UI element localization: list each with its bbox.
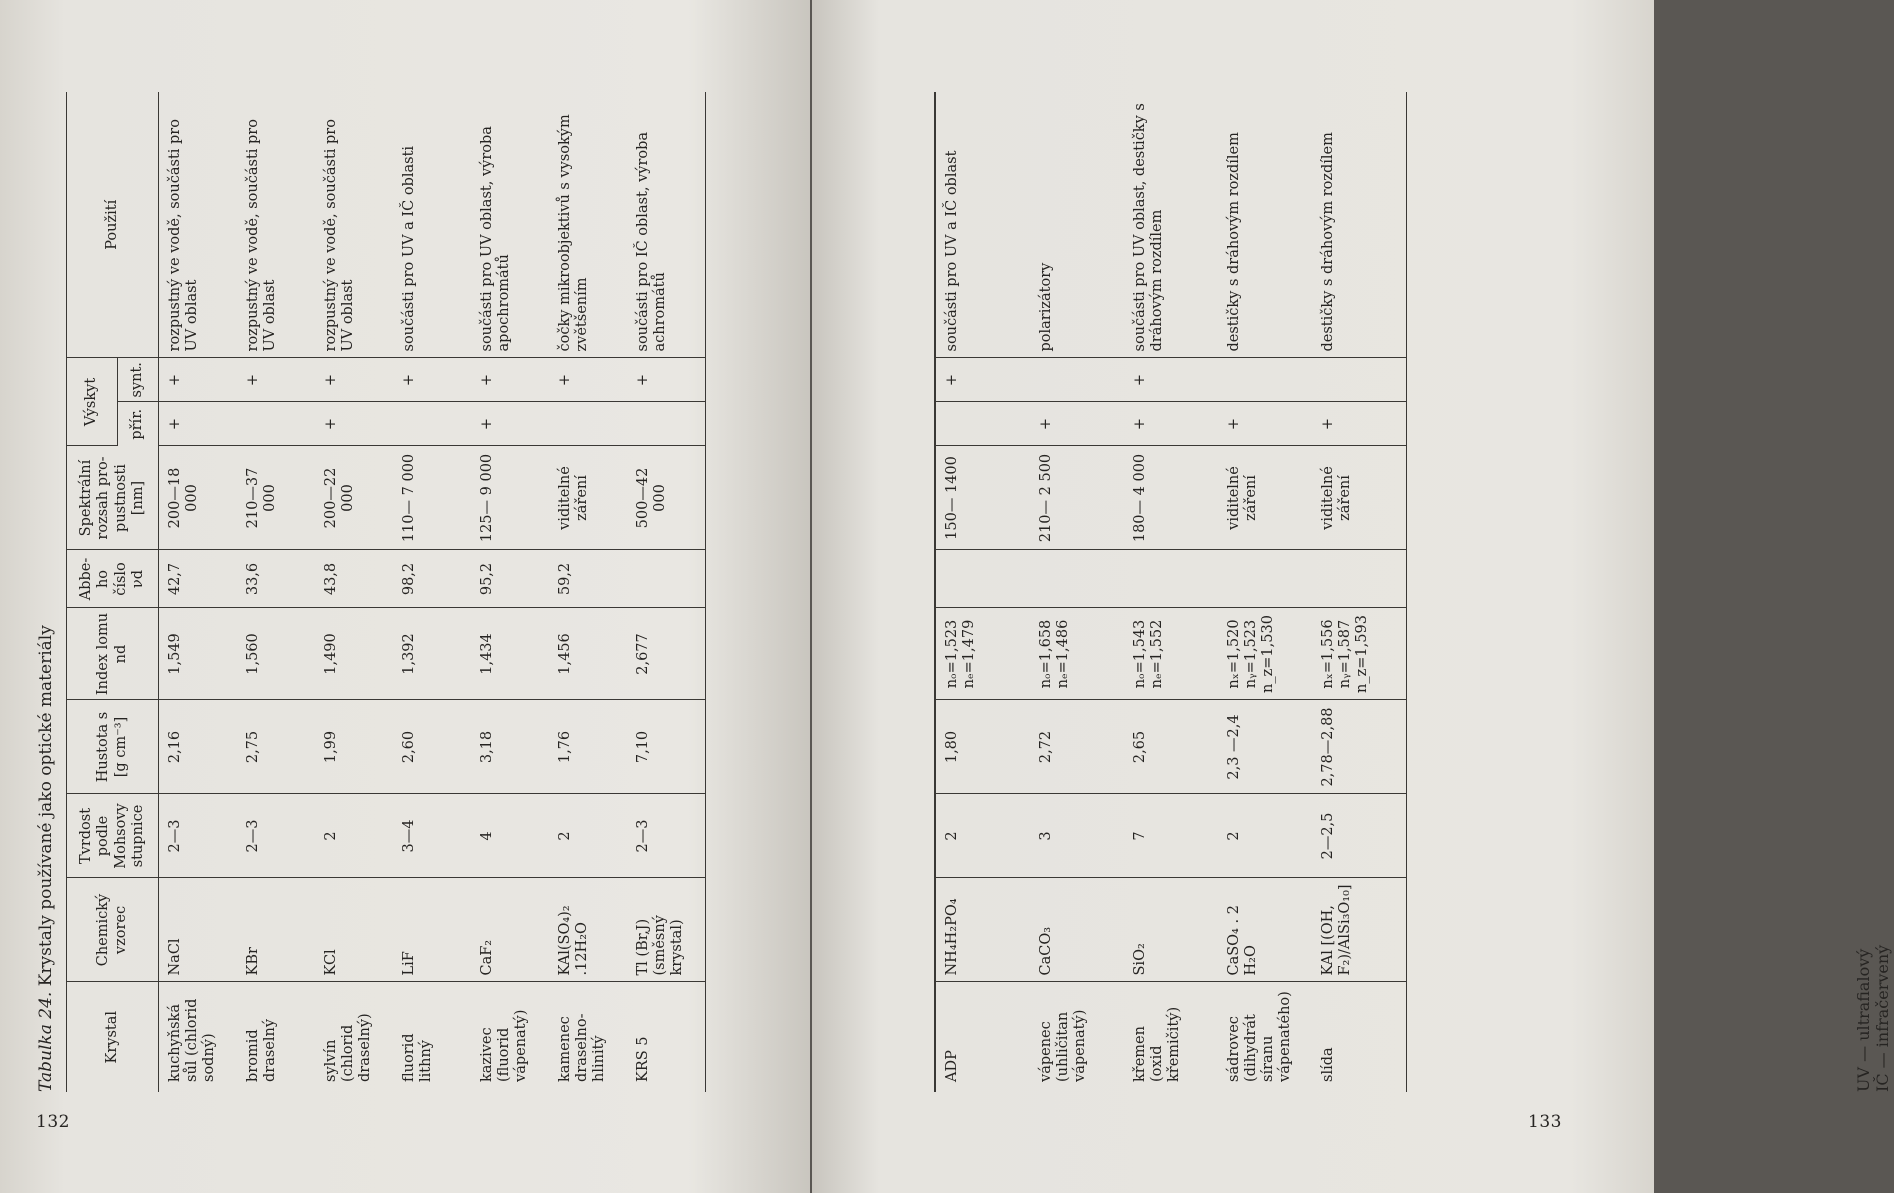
table-caption [26, 82, 66, 1092]
cell-hardness: 2—3 [237, 794, 315, 878]
cell-crystal: kazivec (fluorid vápenatý) [479, 1009, 530, 1082]
cell-spectral: 180— 4 000 [1124, 446, 1218, 550]
cell-use: součásti pro UV a IČ oblasti [393, 92, 471, 358]
cell-density: 1,99 [315, 700, 393, 794]
cell-natural: + [159, 402, 238, 446]
cell-index: 1,490 [315, 608, 393, 700]
cell-index: 1,549 [159, 608, 238, 700]
cell-abbe: 59,2 [549, 550, 627, 608]
table-row [315, 92, 393, 1092]
cell-use: rozpustný ve vodě, součásti pro UV oblast [159, 92, 238, 358]
page-number-left: 132 [36, 1112, 70, 1132]
cell-formula: NaCl [159, 878, 238, 982]
cell-index: nₒ=1,523 nₑ=1,479 [936, 608, 1031, 700]
cell-density: 3,18 [471, 700, 549, 794]
cell-synthetic: + [627, 358, 706, 402]
cell-abbe [936, 550, 1031, 608]
page-number-right: 133 [1528, 1112, 1562, 1132]
cell-spectral: 210—37 000 [237, 446, 315, 550]
cell-synthetic: + [315, 358, 393, 402]
cell-hardness: 2 [936, 794, 1031, 878]
cell-synthetic: + [159, 358, 238, 402]
cell-abbe [1124, 550, 1218, 608]
cell-index: 1,434 [471, 608, 549, 700]
cell-use: součásti pro UV oblast, destičky s dráhovým rozdílem [1124, 92, 1218, 358]
cell-synthetic [1218, 358, 1312, 402]
table-row [1312, 92, 1407, 1092]
cell-density: 1,80 [936, 700, 1031, 794]
cell-abbe: 98,2 [393, 550, 471, 608]
cell-hardness: 2 [315, 794, 393, 878]
legend [1854, 832, 1894, 1092]
cell-crystal: křemen (oxid křemičitý) [1132, 1006, 1183, 1082]
cell-hardness: 4 [471, 794, 549, 878]
cell-use: součásti pro UV a IČ oblast [936, 92, 1031, 358]
left-page [0, 0, 810, 1193]
cell-synthetic: + [237, 358, 315, 402]
header-abbe: Abbeho číslo νd [67, 550, 159, 608]
cell-crystal: sádrovec (dihydrát síranu vápenatého) [1226, 991, 1294, 1082]
cell-spectral: viditelné záření [1218, 446, 1312, 550]
left-table-rotated [26, 82, 726, 1092]
cell-abbe [1218, 550, 1312, 608]
right-table-rotated [894, 82, 1614, 1092]
cell-spectral: 200—18 000 [159, 446, 238, 550]
cell-index: nₓ=1,556 nᵧ=1,587 n_z=1,593 [1312, 608, 1407, 700]
cell-natural: + [1312, 402, 1407, 446]
cell-natural [237, 402, 315, 446]
cell-synthetic: + [936, 358, 1031, 402]
cell-index: 1,560 [237, 608, 315, 700]
cell-density: 1,76 [549, 700, 627, 794]
cell-synthetic: + [471, 358, 549, 402]
cell-hardness: 2—2,5 [1312, 794, 1407, 878]
cell-density: 2,60 [393, 700, 471, 794]
cell-use: rozpustný ve vodě, součásti pro UV oblast [237, 92, 315, 358]
cell-index: nₒ=1,658 nₑ=1,486 [1030, 608, 1124, 700]
header-occurrence: Výskyt [67, 358, 118, 446]
cell-formula: NH₄H₂PO₄ [936, 878, 1031, 982]
cell-formula: SiO₂ [1124, 878, 1218, 982]
cell-formula: CaCO₃ [1030, 878, 1124, 982]
table-row [393, 92, 471, 1092]
cell-index: 1,392 [393, 608, 471, 700]
table-row [936, 92, 1031, 1092]
table-row [549, 92, 627, 1092]
right-caption-spacer [894, 82, 934, 1092]
cell-abbe [1030, 550, 1124, 608]
header-synthetic: synt. [118, 358, 159, 402]
cell-density: 7,10 [627, 700, 706, 794]
cell-synthetic: + [1124, 358, 1218, 402]
crystals-table [66, 92, 706, 1092]
legend-ic: IČ — infračervený [1873, 944, 1892, 1092]
cell-density: 2,72 [1030, 700, 1124, 794]
cell-spectral: 200—22 000 [315, 446, 393, 550]
cell-abbe: 95,2 [471, 550, 549, 608]
cell-crystal: bromid draselný [245, 1018, 279, 1082]
cell-density: 2,75 [237, 700, 315, 794]
cell-formula: KBr [237, 878, 315, 982]
cell-abbe: 42,7 [159, 550, 238, 608]
cell-crystal: sylvín (chlorid draselný) [323, 1013, 374, 1082]
header-index: Index lomu nd [67, 608, 159, 700]
cell-formula: KCl [315, 878, 393, 982]
cell-density: 2,65 [1124, 700, 1218, 794]
cell-index: nₒ=1,543 nₑ=1,552 [1124, 608, 1218, 700]
cell-natural [936, 402, 1031, 446]
cell-crystal: kuchyňská sůl (chlorid sodný) [167, 998, 218, 1082]
cell-natural: + [1218, 402, 1312, 446]
cell-spectral: 210— 2 500 [1030, 446, 1124, 550]
cell-use: destičky s dráhovým rozdílem [1312, 92, 1407, 358]
cell-natural: + [471, 402, 549, 446]
cell-density: 2,78—2,88 [1312, 700, 1407, 794]
cell-crystal: fluorid lithný [401, 1033, 435, 1082]
cell-hardness: 3 [1030, 794, 1124, 878]
cell-use: součásti pro UV oblast, výroba apochromátů [471, 92, 549, 358]
cell-synthetic: + [393, 358, 471, 402]
cell-formula: KAl(SO₄)₂ .12H₂O [549, 878, 627, 982]
cell-natural: + [1124, 402, 1218, 446]
cell-formula: Tl (Br,J) (směsný krystal) [627, 878, 706, 982]
cell-synthetic [1030, 358, 1124, 402]
right-page [812, 0, 1892, 1193]
cell-formula: CaSO₄ . 2 H₂O [1218, 878, 1312, 982]
cell-spectral: viditelné záření [1312, 446, 1407, 550]
cell-hardness: 7 [1124, 794, 1218, 878]
header-hardness: Tvrdost podle Mohsovy stupnice [67, 794, 159, 878]
cell-spectral: viditelné záření [549, 446, 627, 550]
legend-uv: UV — ultrafialový [1854, 948, 1873, 1092]
cell-use: součásti pro IČ oblast, výroba achromátů [627, 92, 706, 358]
cell-formula: KAl [(OH, F₂)/AlSi₃O₁₀] [1312, 878, 1407, 982]
cell-natural [627, 402, 706, 446]
cell-spectral: 150— 1400 [936, 446, 1031, 550]
cell-abbe [627, 550, 706, 608]
header-use: Použití [67, 92, 159, 358]
cell-synthetic: + [549, 358, 627, 402]
cell-index: nₓ=1,520 nᵧ=1,523 n_z=1,530 [1218, 608, 1312, 700]
header-natural: přír. [118, 402, 159, 446]
cell-crystal: ADP [944, 1050, 960, 1082]
table-row [1030, 92, 1124, 1092]
table-row [627, 92, 706, 1092]
cell-crystal: kamenec draselnohlinitý [557, 1013, 608, 1082]
cell-index: 1,456 [549, 608, 627, 700]
header-spectral: Spektrální rozsah propustnosti [nm] [67, 446, 159, 550]
cell-abbe [1312, 550, 1407, 608]
cell-spectral: 110— 7 000 [393, 446, 471, 550]
cell-use: čočky mikroobjektivů s vysokým zvětšením [549, 92, 627, 358]
caption-text: Krystaly používané jako optické materiály [36, 625, 56, 987]
cell-hardness: 2 [549, 794, 627, 878]
cell-formula: LiF [393, 878, 471, 982]
table-row [237, 92, 315, 1092]
cell-crystal: vápenec (uhličitan vápenatý) [1038, 1009, 1089, 1082]
table-row [1124, 92, 1218, 1092]
header-crystal: Krystal [67, 982, 159, 1092]
cell-hardness: 2 [1218, 794, 1312, 878]
cell-density: 2,3 —2,4 [1218, 700, 1312, 794]
cell-density: 2,16 [159, 700, 238, 794]
cell-synthetic [1312, 358, 1407, 402]
cell-index: 2,677 [627, 608, 706, 700]
cell-spectral: 500—42 000 [627, 446, 706, 550]
cell-hardness: 3—4 [393, 794, 471, 878]
table-row [1218, 92, 1312, 1092]
header-density: Hustota s [g cm⁻³] [67, 700, 159, 794]
cell-abbe: 33,6 [237, 550, 315, 608]
cell-natural: + [1030, 402, 1124, 446]
cell-use: polarizátory [1030, 92, 1124, 358]
cell-natural [549, 402, 627, 446]
table-row [471, 92, 549, 1092]
table-row [159, 92, 238, 1092]
header-formula: Chemický vzorec [67, 878, 159, 982]
cell-hardness: 2—3 [627, 794, 706, 878]
cell-natural [393, 402, 471, 446]
cell-formula: CaF₂ [471, 878, 549, 982]
crystals-table-continued [934, 92, 1407, 1092]
cell-crystal: KRS 5 [627, 982, 706, 1092]
cell-spectral: 125— 9 000 [471, 446, 549, 550]
cell-natural: + [315, 402, 393, 446]
cell-abbe: 43,8 [315, 550, 393, 608]
cell-use: destičky s dráhovým rozdílem [1218, 92, 1312, 358]
cell-hardness: 2—3 [159, 794, 238, 878]
cell-crystal: slída [1312, 982, 1407, 1092]
cell-use: rozpustný ve vodě, součásti pro UV oblast [315, 92, 393, 358]
caption-label: Tabulka 24. [36, 991, 56, 1092]
